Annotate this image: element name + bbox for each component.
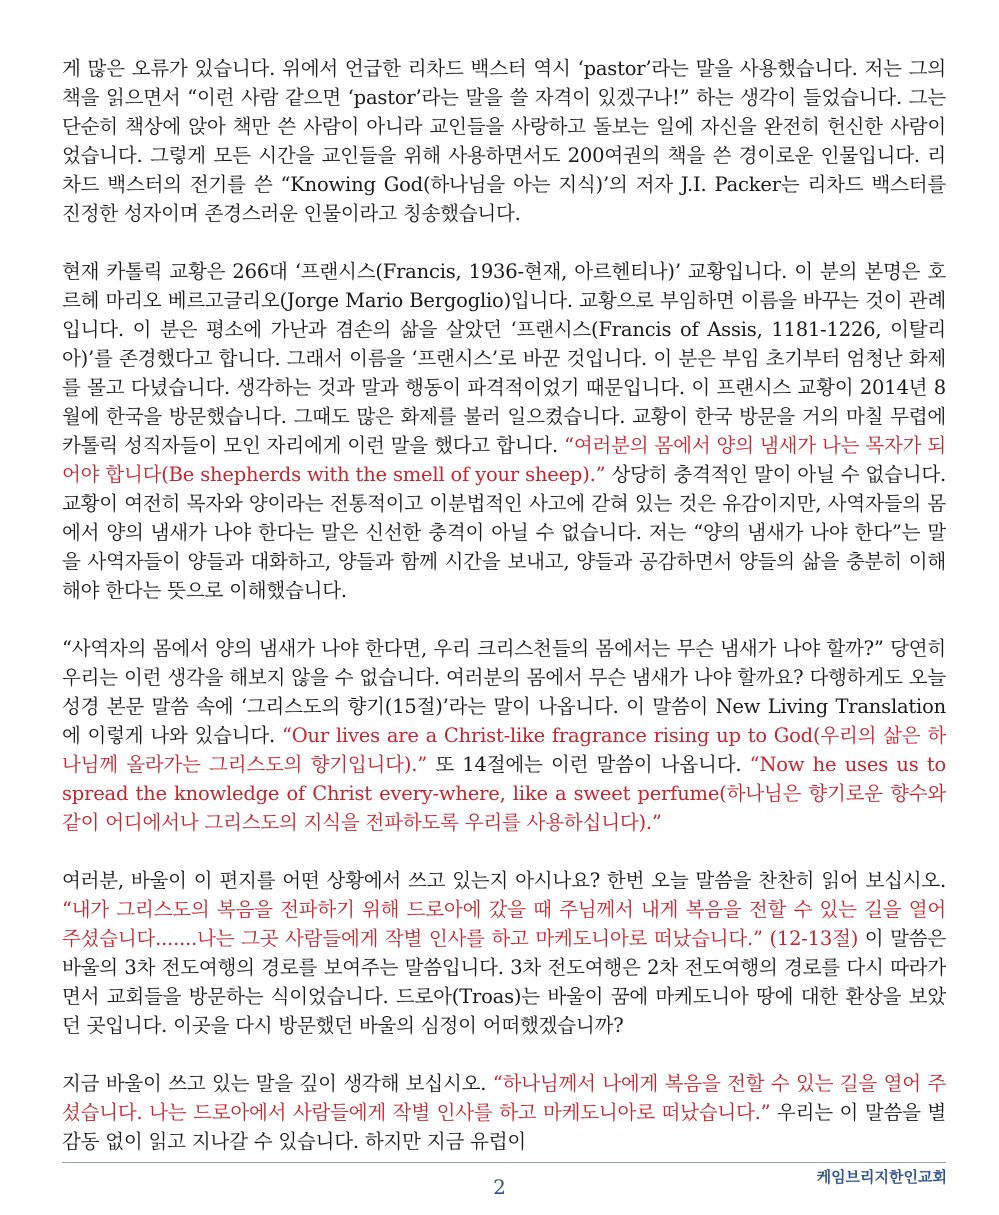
church-name: 케임브리지한인교회 (816, 1168, 947, 1186)
emphasized-quote: “Our lives are a Christ-like fragrance rising up to God(우리의 삶은 하나님께 올라가는 그리스도의 향기입니다).” (62, 724, 946, 776)
paragraph-text: 이 말씀은 바울의 3차 전도여행의 경로를 보여주는 말씀입니다. 3차 전도여행은 2차 전도여행의 경로를 다시 따라가면서 교회들을 방문하는 식이었습니다. 드로아(Troas)는 바울이 꿈에 마케도니아 땅에 대한 환상을 보았던 곳입니다. 이곳을 다시 방문했던 바울의 심정이 어떠했겠습니까? (62, 927, 947, 1037)
emphasized-quote: “Now he uses us to spread the knowledge of Christ every-where, like a sweet perfume(하나님은 향기로운 향수와 같이 어디에서나 그리스도의 지식을 전파하도록 우리를 사용하십니다).” (62, 753, 946, 834)
emphasized-quote: “여러분의 몸에서 양의 냄새가 나는 목자가 되어야 합니다(Be shepherds with the smell of your sheep).” (62, 434, 946, 486)
paragraph (62, 257, 946, 605)
paragraph-text: 지금 바울이 쓰고 있는 말을 깊이 생각해 보십시오. (62, 1072, 493, 1095)
paragraph-text: 우리는 이 말씀을 별 감동 없이 읽고 지나갈 수 있습니다. 하지만 지금 유럽이 (62, 1101, 946, 1153)
paragraph (62, 866, 946, 1040)
paragraph-text: 여러분, 바울이 이 편지를 어떤 상황에서 쓰고 있는지 아시나요? 한번 오늘 말씀을 찬찬히 읽어 보십시오. (62, 869, 946, 892)
paragraph (62, 634, 946, 837)
paragraph-text: 또 14절에는 이런 말씀이 나옵니다. (427, 753, 750, 776)
paragraph-text: 현재 카톨릭 교황은 266대 ‘프랜시스(Francis, 1936-현재, 아르헨티나)’ 교황입니다. 이 분의 본명은 호르헤 마리오 베르고글리오(Jorge Mario Bergoglio)입니다. 교황으로 부임하면 이름을 바꾸는 것이 관례입니다. 이 분은 평소에 가난과 겸손의 삶을 살았던 ‘프랜시스(Francis of Assis, 1181-1226, 이탈리아)’를 존경했다고 합니다. 그래서 이름을 ‘프랜시스’로 바꾼 것입니다. 이 분은 부임 초기부터 엄청난 화제를 몰고 다녔습니다. 생각하는 것과 말과 행동이 파격적이었기 때문입니다. 이 프랜시스 교황이 2014년 8월에 한국을 방문했습니다. 그때도 많은 화제를 불러 일으켰습니다. 교황이 한국 방문을 거의 마칠 무렵에 카톨릭 성직자들이 모인 자리에게 이런 말을 했다고 합니다. (62, 260, 946, 457)
page-number: 2 (493, 1175, 506, 1199)
emphasized-quote: “하나님께서 나에게 복음을 전할 수 있는 길을 열어 주셨습니다. 나는 드로아에서 사람들에게 작별 인사를 하고 마케도니아로 떠났습니다.” (62, 1072, 946, 1124)
sermon-body-text (62, 54, 946, 1185)
paragraph (62, 54, 946, 228)
paragraph-text: “사역자의 몸에서 양의 냄새가 나야 한다면, 우리 크리스천들의 몸에서는 무슨 냄새가 나야 할까?” 당연히 우리는 이런 생각을 해보지 않을 수 없습니다. 여러분의 몸에서 무슨 냄새가 나야 할까요? 다행하게도 오늘 성경 본문 말씀 속에 ‘그리스도의 향기(15절)’라는 말이 나옵니다. 이 말씀이 New Living Translation에 이렇게 나와 있습니다. (62, 637, 946, 747)
paragraph-text: 게 많은 오류가 있습니다. 위에서 언급한 리차드 백스터 역시 ‘pastor’라는 말을 사용했습니다. 저는 그의 책을 읽으면서 “이런 사람 같으면 ‘pastor’라는 말을 쓸 자격이 있겠구나!” 하는 생각이 들었습니다. 그는 단순히 책상에 앉아 책만 쓴 사람이 아니라 교인들을 사랑하고 돌보는 일에 자신을 완전히 헌신한 사람이었습니다. 그렇게 모든 시간을 교인들을 위해 사용하면서도 200여권의 책을 쓴 경이로운 인물입니다. 리차드 백스터의 전기를 쓴 “Knowing God(하나님을 아는 지식)’의 저자 J.I. Packer는 리차드 백스터를 진정한 성자이며 존경스러운 인물이라고 칭송했습니다. (62, 57, 946, 225)
footer-divider (62, 1162, 946, 1163)
paragraph (62, 1069, 946, 1156)
emphasized-quote: “내가 그리스도의 복음을 전파하기 위해 드로아에 갔을 때 주님께서 내게 복음을 전할 수 있는 길을 열어 주셨습니다.......나는 그곳 사람들에게 작별 인사를 하고 마케도니아로 떠났습니다.” (12-13절) (62, 898, 946, 950)
paragraph-text: 상당히 충격적인 말이 아닐 수 없습니다. 교황이 여전히 목자와 양이라는 전통적이고 이분법적인 사고에 갇혀 있는 것은 유감이지만, 사역자들의 몸에서 양의 냄새가 나야 한다는 말은 신선한 충격이 아닐 수 없습니다. 저는 “양의 냄새가 나야 한다”는 말을 사역자들이 양들과 대화하고, 양들과 함께 시간을 보내고, 양들과 공감하면서 양들의 삶을 충분히 이해해야 한다는 뜻으로 이해했습니다. (62, 463, 946, 602)
